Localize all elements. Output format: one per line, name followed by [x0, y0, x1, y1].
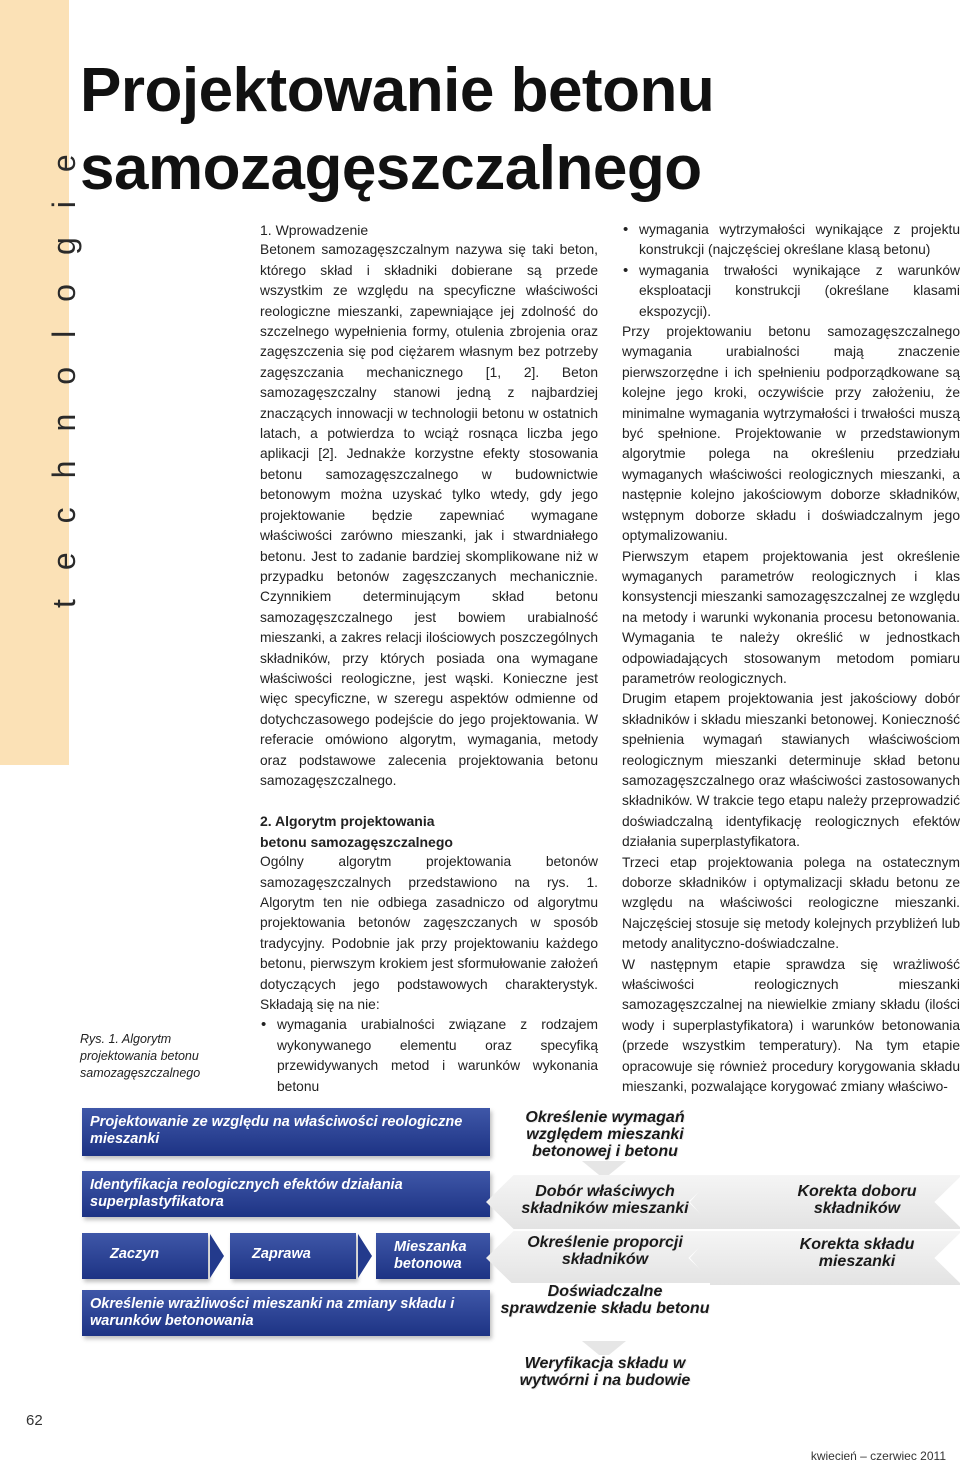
title-line-1: Projektowanie betonu [80, 56, 715, 125]
list-item: • wymagania wytrzymałości wynikające z projektu konstrukcji (najczęściej określane klasą betonu) [622, 220, 960, 261]
paragraph: Przy projektowaniu betonu samozagęszczalnego wymagania urabialności mają znaczenie pierwszorzędne i ich spełnieniu podporządkowane są kolejne jego kroki, oczywiście przy założeniu, że minimalne wymagania wytrzymałości i trwałości muszą być spełnione. Projektowanie w przedstawionym algorytmie polega na określeniu przedziału wymaganych właściwości reologicznych mieszanki, a następnie kolejno jakościowym doborze składników, wstępnym doborze składu i doświadczalnym jego optymalizowaniu. [622, 324, 960, 544]
box-rheology-design: Projektowanie ze względu na właściwości reologiczne mieszanki [82, 1108, 490, 1156]
page-title [80, 52, 714, 208]
paragraph-algorithm: Ogólny algorytm projektowania betonów samozagęszczalnych przedstawiono na rys. 1. Algorytm ten nie odbiega zasadniczo od algorytmu projektowania betonów zagęszczanych w sposób tradycyjny. Podobnie jak przy projektowaniu każdego betonu, pierwszym krokiem jest sformułowanie założeń dotyczących jego podstawowych charakterystyk. Składają się na nie: [260, 854, 598, 1013]
box-concrete-mix: Mieszanka betonowa [376, 1233, 490, 1279]
list-item: • wymagania trwałości wynikające z warunków eksploatacji konstrukcji (określane klasami ekspozycji). [622, 261, 960, 322]
text-column-2 [622, 220, 960, 1097]
paragraph-intro: Betonem samozagęszczalnym nazywa się taki beton, którego skład i składniki dobierane są przede wszystkim ze względu na specyficzne właściwości reologiczne mieszanki, zapewniające jej zdolność do szczelnego wypełnienia formy, otulenia zbrojenia oraz zagęszczenia się pod ciężarem własnym bez potrzeby zagęszczania mechanicznego [1, 2]. Beton samozagęszczalny stanowi jedną z najbardziej znaczących innowacji w technologii betonu w ostatnich latach, a potwierdza to wciąż rosnąca liczba jego aplikacji [2]. Jednakże korzystne efekty stosowania betonu samozagęszczalnego w budownictwie betonowym można uzyskać tylko wtedy, gdy jego projektowanie będzie zapewniać wymagane właściwości zarówno mieszanki, jak i stwardniałego betonu. Jest to zadanie bardziej skomplikowane niż w przypadku betonów zagęszczanych mechanicznie. Czynnikiem determinującym skład betonu samozagęszczalnego jest bowiem urabialność mieszanki, a zakres relacji ilościowych poszczególnych składników, przy których posiada ona wymagane właściwości reologiczne, jest wąski. Konieczne jest więc specyficzne, w szeregu aspektów odmienne od dotychczasowego podejście do jego projektowania. W referacie omówiono algorytm, wymagania, metody oraz podstawowe zalecenia projektowania betonu samozagęszczalnego. [260, 242, 598, 788]
paragraph: W następnym etapie sprawdza się wrażliwość właściwości reologicznych mieszanki samozagęszczalnej na niewielkie zmiany składu (ilości wody i superplastyfikatora) i warunków betonowania (przede wszystkim temperatury). Na tym etapie opracowuje się również procedury korygowania składu mieszanki, pozwalające korygować zmiany właściwo- [622, 956, 960, 1095]
step-proportions: Określenie proporcji składników [527, 1234, 683, 1268]
heading-algorithm-1: 2. Algorytm projektowania [260, 813, 435, 830]
text-column-1 [260, 220, 598, 1097]
arrow-right-icon [210, 1234, 224, 1278]
algorithm-diagram [82, 1103, 960, 1423]
correction-mix: Korekta składu mieszanki [799, 1236, 915, 1270]
box-superplasticizer-identification: Identyfikacja reologicznych efektów działania superplastyfikatora [82, 1171, 490, 1217]
list-item: • wymagania urabialności związane z rodzajem wykonywanego elementu oraz specyfiką przewidywanych metod i warunków wykonania betonu [260, 1015, 598, 1097]
section-label: technologie [46, 125, 82, 608]
figure-caption: Rys. 1. Algorytm projektowania betonu samozagęszczalnego [80, 1032, 201, 1080]
box-mortar: Zaprawa [230, 1233, 356, 1279]
correction-components: Korekta doboru składników [797, 1183, 917, 1217]
heading-introduction: 1. Wprowadzenie [260, 222, 369, 238]
box-paste: Zaczyn [82, 1233, 208, 1279]
arrow-right-icon [358, 1234, 372, 1278]
step-component-selection: Dobór właściwych składników mieszanki [521, 1183, 689, 1217]
paragraph: Trzeci etap projektowania polega na ostatecznym doborze składników i optymalizacji składu betonu ze względu na właściwości reologiczne mieszanki. Najczęściej stosuje się metody kolejnych przybliżeń lub metody analityczno-doświadczalne. [622, 854, 960, 952]
paragraph: Pierwszym etapem projektowania jest określenie wymaganych parametrów reologicznych i klas konsystencji mieszanki samozagęszczalnej ze względu na metody i warunki wykonania procesu betonowania. Wymagania te należy określić w jednostkach odpowiadających stosowanym metodom pomiaru parametrów reologicznych. [622, 548, 960, 686]
step-experimental-check: Doświadczalne sprawdzenie składu betonu [500, 1283, 710, 1317]
step-requirements: Określenie wymagań względem mieszanki betonowej i betonu [500, 1103, 710, 1160]
page-number: 62 [26, 1412, 43, 1429]
step-verification: Weryfikacja składu w wytwórni i na budowie [500, 1355, 710, 1389]
box-sensitivity: Określenie wrażliwości mieszanki na zmiany składu i warunków betonowania [82, 1290, 490, 1336]
requirements-list [260, 1015, 598, 1097]
requirements-list-cont [622, 220, 960, 322]
issue-date: kwiecień – czerwiec 2011 [810, 1449, 946, 1463]
title-line-2: samozagęszczalnego [80, 134, 702, 203]
heading-algorithm-2: betonu samozagęszczalnego [260, 833, 453, 850]
paragraph: Drugim etapem projektowania jest jakościowy dobór składników i składu mieszanki betonowej. Konieczność spełnienia wymagań stawianych właściwościom reologicznym mieszanki determinuje skład betonu samozagęszczalnego oraz właściwości zastosowanych składników. W trakcie tego etapu należy przeprowadzić doświadczalną identyfikację reologicznych efektów działania superplastyfikatora. [622, 691, 960, 850]
